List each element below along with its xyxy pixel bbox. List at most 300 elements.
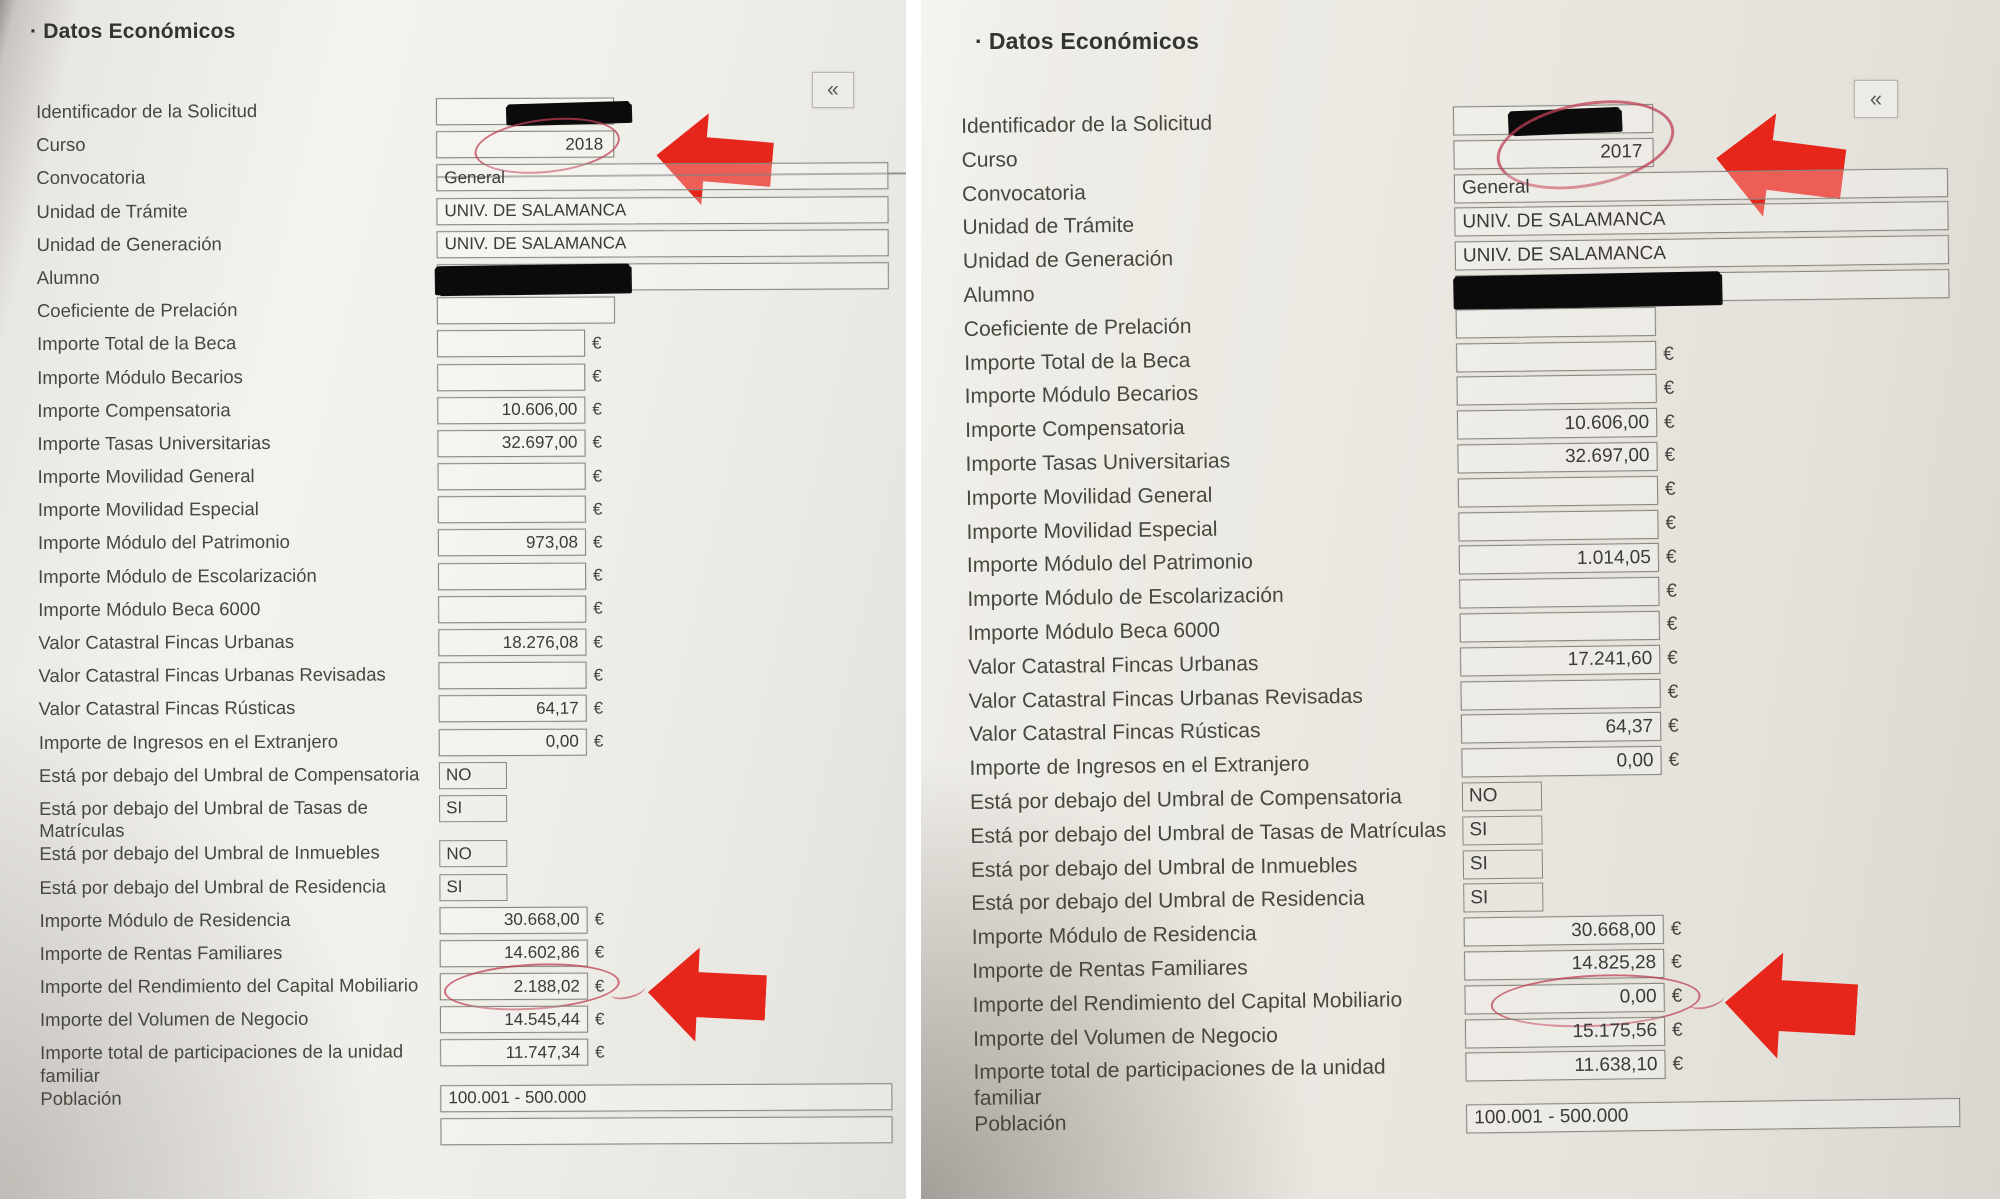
field-value: 64,37 [1605, 715, 1654, 738]
field-value: 2017 [1600, 141, 1643, 163]
field-label: Importe Módulo de Escolarización [967, 583, 1284, 612]
field-label: Importe del Rendimiento del Capital Mobiliario [972, 988, 1403, 1017]
field-label: Alumno [36, 266, 100, 288]
field-row [40, 971, 906, 1008]
field-input[interactable] [438, 595, 586, 623]
chevron-double-left-icon: « [827, 78, 839, 101]
euro-sign: € [1664, 445, 1676, 467]
euro-sign: € [594, 976, 605, 996]
field-input-area [439, 728, 604, 756]
field-row [38, 528, 906, 565]
euro-sign: € [594, 1009, 605, 1029]
field-row [38, 494, 906, 531]
field-input[interactable] [1457, 408, 1657, 440]
euro-sign: € [1665, 546, 1677, 568]
field-value: NO [1468, 785, 1498, 807]
field-input[interactable] [1463, 883, 1543, 913]
euro-sign: € [592, 466, 603, 486]
field-input[interactable] [440, 973, 588, 1001]
field-value: NO [445, 765, 472, 785]
field-label: Importe Módulo de Escolarización [38, 564, 317, 587]
field-row [40, 905, 906, 942]
field-label: Importe Módulo del Patrimonio [37, 531, 290, 554]
field-input[interactable] [440, 906, 588, 934]
field-input-area [436, 97, 614, 125]
field-value: 14.545,44 [504, 1009, 581, 1029]
field-input-area [1456, 374, 1674, 406]
field-input-area [438, 595, 603, 623]
field-input-area [436, 163, 888, 192]
field-input-area [438, 662, 603, 690]
chevron-double-left-icon: « [1869, 86, 1883, 111]
field-input[interactable] [439, 728, 587, 756]
field-label: Está por debajo del Umbral de Compensatoria [969, 785, 1403, 814]
field-value: 64,17 [536, 698, 579, 718]
field-input-area [437, 363, 602, 391]
field-input-area [439, 695, 604, 723]
fields-list [36, 96, 906, 1153]
field-label: Valor Catastral Fincas Urbanas [968, 651, 1259, 679]
title-bullet: · [975, 28, 983, 54]
field-row [37, 229, 906, 266]
field-input[interactable] [1459, 543, 1659, 575]
field-value: NO [446, 843, 472, 864]
field-input[interactable] [437, 297, 615, 325]
euro-sign: € [1666, 580, 1678, 602]
field-value: 11.747,34 [505, 1042, 581, 1062]
field-input[interactable] [1457, 442, 1657, 474]
field-input-area [439, 873, 507, 900]
field-label: Está por debajo del Umbral de Inmuebles [39, 841, 380, 865]
field-input[interactable] [440, 1039, 588, 1067]
field-input-area [440, 1006, 605, 1034]
field-value: 15.175,56 [1572, 1019, 1658, 1043]
field-input[interactable] [1460, 645, 1660, 677]
field-input-area [437, 429, 602, 457]
field-input[interactable] [1466, 1098, 1960, 1133]
field-label: Importe Módulo del Patrimonio [966, 550, 1254, 578]
field-label: Coeficiente de Prelación [36, 299, 238, 322]
field-label: Valor Catastral Fincas Urbanas [38, 630, 295, 653]
field-input[interactable] [1456, 374, 1656, 406]
euro-sign: € [593, 698, 604, 718]
field-input[interactable] [438, 496, 586, 524]
field-input-area [437, 297, 615, 325]
euro-sign: € [1668, 749, 1680, 771]
field-value: 32.697,00 [501, 433, 578, 453]
field-input-area [1455, 269, 1949, 304]
euro-sign: € [593, 665, 604, 685]
field-value: 0,00 [1616, 749, 1654, 772]
field-value: 100.001 - 500.000 [1474, 1105, 1629, 1129]
field-input-area [1456, 307, 1656, 339]
field-row [37, 262, 906, 299]
field-input[interactable] [1454, 168, 1948, 203]
page-title [975, 28, 1199, 55]
field-input[interactable] [438, 463, 586, 491]
field-input[interactable] [1461, 712, 1661, 744]
field-input-area [437, 330, 602, 358]
field-input-area [1456, 340, 1674, 372]
field-input-area [438, 529, 603, 557]
field-input-area [1463, 883, 1543, 913]
field-label: Importe Tasas Universitarias [37, 431, 271, 454]
form-page-2018 [0, 0, 906, 1199]
euro-sign: € [592, 432, 603, 452]
euro-sign: € [593, 731, 604, 751]
euro-sign: € [1665, 512, 1677, 534]
field-input-area [1466, 1098, 1960, 1133]
field-input[interactable] [440, 1116, 892, 1145]
field-label: Importe Movilidad Especial [966, 517, 1218, 544]
field-label: Población [974, 1111, 1067, 1136]
field-value: UNIV. DE SALAMANCA [444, 200, 627, 221]
field-input-area [439, 795, 507, 822]
field-label: Importe Movilidad General [965, 483, 1213, 510]
field-value: 10.606,00 [1564, 411, 1650, 434]
redaction-bar [1454, 271, 1720, 309]
field-value: UNIV. DE SALAMANCA [444, 233, 627, 254]
field-input[interactable] [437, 429, 585, 457]
annotation-connector-line [1687, 989, 1725, 1011]
field-label: Importe Total de la Beca [37, 332, 237, 355]
field-input[interactable] [1454, 201, 1948, 236]
field-row [40, 1038, 906, 1087]
euro-sign: € [1672, 1053, 1684, 1075]
field-label: Importe Módulo Becarios [964, 382, 1199, 409]
field-label: Importe total de participaciones de la unidad familiar [40, 1040, 404, 1086]
title-bullet: · [30, 20, 38, 43]
field-value: General [444, 167, 505, 188]
euro-sign: € [1663, 343, 1674, 365]
field-input-area [1458, 509, 1676, 541]
field-value: 11.638,10 [1574, 1053, 1658, 1076]
field-input-area [1455, 235, 1949, 270]
field-input-area [1462, 781, 1542, 811]
euro-sign: € [592, 499, 603, 519]
field-value: 10.606,00 [501, 399, 578, 420]
field-input-area [1465, 1050, 1683, 1082]
field-label: Está por debajo del Umbral de Tasas de Matrículas [39, 796, 368, 842]
euro-sign: € [593, 632, 603, 652]
field-input-area [440, 939, 605, 967]
field-row [37, 362, 906, 399]
euro-sign: € [1671, 1019, 1683, 1041]
field-label: Identificador de la Solicitud [36, 100, 258, 122]
page-title [30, 20, 235, 44]
field-input[interactable] [1462, 781, 1542, 811]
euro-sign: € [594, 909, 605, 929]
field-input[interactable] [1462, 815, 1542, 845]
field-input-area [440, 1039, 605, 1067]
field-input[interactable] [1455, 235, 1949, 270]
redaction-bar [507, 101, 631, 126]
field-input[interactable] [439, 695, 587, 723]
field-value: 32.697,00 [1564, 445, 1650, 468]
field-input-area [438, 496, 603, 524]
field-input-area [1463, 849, 1543, 879]
field-value: 100.001 - 500.000 [448, 1087, 587, 1108]
field-row [39, 793, 906, 842]
field-input-area [1454, 168, 1948, 203]
euro-sign: € [1670, 918, 1682, 940]
euro-sign: € [1667, 715, 1679, 737]
field-input[interactable] [1456, 340, 1656, 372]
field-input-area [1464, 915, 1682, 947]
field-input[interactable] [1465, 1016, 1665, 1048]
euro-sign: € [593, 565, 603, 585]
euro-sign: € [1663, 377, 1675, 399]
field-row [37, 395, 906, 432]
field-input[interactable] [1464, 915, 1664, 947]
field-value: 1.014,05 [1576, 546, 1652, 569]
redaction-bar [436, 263, 630, 295]
field-label: Importe de Rentas Familiares [39, 941, 283, 964]
field-label: Identificador de la Solicitud [961, 111, 1213, 138]
field-label: Importe Tasas Universitarias [965, 449, 1231, 476]
field-input[interactable] [1459, 577, 1659, 609]
field-input[interactable] [439, 840, 507, 867]
field-input-area [1454, 201, 1948, 236]
field-row [40, 1116, 906, 1153]
fields-list [961, 99, 2000, 1144]
field-input[interactable] [438, 529, 586, 557]
field-input[interactable] [439, 873, 507, 900]
field-value: 0,00 [1619, 986, 1657, 1008]
field-row [39, 760, 906, 797]
field-value: 30.668,00 [503, 909, 580, 930]
field-label: Unidad de Trámite [36, 199, 188, 222]
field-label: Está por debajo del Umbral de Tasas de Matrículas [970, 818, 1447, 848]
field-label: Importe Módulo de Residencia [971, 922, 1257, 950]
field-input-area [1462, 815, 1542, 845]
field-row [38, 660, 906, 697]
field-value: 2018 [565, 134, 604, 154]
field-label: Coeficiente de Prelación [963, 314, 1192, 341]
field-value: 973,08 [525, 532, 578, 552]
field-label: Convocatoria [36, 166, 146, 189]
page-title-text: Datos Económicos [43, 20, 236, 43]
field-label: Unidad de Generación [962, 247, 1174, 274]
field-row [39, 694, 906, 731]
field-label: Importe del Volumen de Negocio [39, 1008, 309, 1031]
field-input-area [437, 229, 889, 258]
field-input-area [440, 1083, 892, 1112]
field-input[interactable] [438, 562, 586, 590]
euro-sign: € [1667, 681, 1679, 703]
field-input-area [1460, 611, 1678, 643]
field-row [37, 295, 906, 332]
field-label: Importe de Rentas Familiares [972, 956, 1248, 983]
field-row [38, 561, 906, 598]
field-row [39, 872, 906, 909]
euro-sign: € [595, 1042, 605, 1062]
field-input-area [1453, 104, 1653, 136]
field-label: Importe de Ingresos en el Extranjero [38, 730, 339, 753]
field-value: General [1461, 176, 1530, 199]
field-value: UNIV. DE SALAMANCA [1462, 208, 1666, 233]
field-label: Está por debajo del Umbral de Residencia [39, 874, 387, 898]
field-value: 18.276,08 [502, 632, 579, 652]
redaction-bar [1509, 107, 1621, 136]
field-input[interactable] [437, 363, 585, 391]
field-row [36, 163, 906, 200]
field-input[interactable] [438, 662, 586, 690]
field-value: 14.825,28 [1571, 952, 1657, 975]
field-input-area [438, 562, 603, 590]
field-row [38, 594, 906, 631]
field-input[interactable] [437, 229, 889, 258]
field-label: Está por debajo del Umbral de Compensatoria [38, 763, 420, 786]
field-label: Unidad de Trámite [962, 214, 1135, 240]
field-input[interactable] [437, 262, 889, 291]
field-row [40, 1083, 906, 1120]
field-label: Importe del Volumen de Negocio [972, 1023, 1278, 1051]
euro-sign: € [1664, 478, 1676, 501]
field-value: 2.188,02 [513, 976, 580, 996]
field-label: Valor Catastral Fincas Urbanas Revisadas [38, 663, 386, 687]
field-input[interactable] [437, 330, 585, 358]
field-input-area [436, 131, 614, 159]
field-input[interactable] [1461, 746, 1661, 778]
field-input-area [440, 906, 605, 934]
field-input-area [1459, 577, 1677, 609]
field-row [36, 96, 906, 133]
field-input-area [437, 396, 602, 424]
field-value: SI [446, 877, 463, 897]
field-label: Convocatoria [961, 180, 1086, 206]
field-value: 17.241,60 [1567, 648, 1653, 671]
field-label: Curso [961, 148, 1018, 172]
field-input-area [1464, 949, 1682, 981]
field-input-area [437, 262, 889, 291]
field-label: Está por debajo del Umbral de Inmuebles [970, 853, 1358, 882]
field-row [37, 329, 906, 366]
form-page-2017 [921, 0, 2000, 1199]
field-row [38, 461, 906, 498]
field-input[interactable] [438, 629, 586, 657]
field-input-area [440, 1116, 892, 1145]
field-label: Valor Catastral Fincas Rústicas [38, 697, 296, 720]
euro-sign: € [1671, 985, 1683, 1007]
field-input-area [439, 840, 507, 867]
field-input[interactable] [436, 196, 888, 225]
field-label: Importe Compensatoria [965, 416, 1185, 443]
field-value: 14.602,86 [504, 943, 580, 963]
field-label: Alumno [963, 283, 1035, 307]
euro-sign: € [1663, 411, 1675, 433]
field-input[interactable] [1453, 138, 1653, 170]
field-label: Importe de Ingresos en el Extranjero [969, 752, 1310, 781]
field-input-area [436, 196, 888, 225]
field-label: Importe Movilidad Especial [37, 498, 259, 521]
euro-sign: € [1666, 614, 1678, 636]
field-value: SI [446, 798, 463, 818]
field-label: Importe del Rendimiento del Capital Mobiliario [39, 974, 419, 998]
euro-sign: € [592, 366, 602, 386]
field-input[interactable] [436, 97, 614, 125]
field-label: Importe Movilidad General [37, 465, 255, 488]
field-row [36, 196, 906, 233]
field-input-area [1457, 408, 1675, 440]
field-label: Importe total de participaciones de la unidad familiar [973, 1055, 1386, 1110]
field-input[interactable] [1453, 104, 1653, 136]
euro-sign: € [592, 399, 602, 419]
field-input[interactable] [1464, 949, 1664, 981]
euro-sign: € [594, 942, 605, 962]
field-row [40, 938, 906, 975]
field-input-area [1459, 543, 1677, 575]
field-input[interactable] [440, 939, 588, 967]
field-input[interactable] [439, 762, 507, 789]
field-label: Valor Catastral Fincas Rústicas [968, 719, 1261, 747]
field-value: UNIV. DE SALAMANCA [1462, 242, 1667, 267]
euro-sign: € [1671, 952, 1682, 974]
field-input-area [1461, 746, 1679, 778]
field-row [38, 627, 906, 664]
field-input[interactable] [1465, 1050, 1665, 1082]
field-input[interactable] [1460, 678, 1660, 710]
field-value: SI [1469, 853, 1488, 875]
field-value: SI [1469, 819, 1488, 841]
field-input-area [1457, 442, 1675, 474]
field-label: Importe Módulo Becarios [37, 365, 243, 388]
field-value: SI [1470, 886, 1489, 909]
field-input[interactable] [436, 131, 614, 159]
field-input[interactable] [1458, 509, 1658, 541]
field-input-area [1460, 678, 1678, 710]
field-label: Unidad de Generación [36, 232, 222, 255]
field-input-area [1453, 138, 1653, 170]
euro-sign: € [592, 333, 602, 353]
field-input[interactable] [440, 1006, 588, 1034]
field-input-area [438, 629, 603, 657]
field-input[interactable] [1460, 611, 1660, 643]
field-label: Importe Compensatoria [37, 398, 231, 421]
euro-sign: € [593, 598, 603, 618]
field-row [39, 839, 906, 876]
field-value: 0,00 [545, 731, 579, 751]
field-label: Importe Módulo de Residencia [39, 908, 291, 931]
field-label: Importe Módulo Beca 6000 [967, 618, 1221, 645]
field-row [40, 1004, 906, 1041]
euro-sign: € [1667, 647, 1678, 670]
field-input[interactable] [1464, 983, 1664, 1015]
field-input-area [439, 762, 507, 789]
field-label: Está por debajo del Umbral de Residencia [971, 887, 1365, 916]
field-input[interactable] [440, 1083, 892, 1112]
field-input[interactable] [1458, 476, 1658, 508]
field-input[interactable] [1455, 269, 1949, 304]
field-label: Población [40, 1087, 122, 1109]
field-label: Valor Catastral Fincas Urbanas Revisadas [968, 684, 1363, 713]
field-input[interactable] [1456, 307, 1656, 339]
field-input[interactable] [436, 163, 888, 192]
field-row [37, 428, 906, 465]
field-input-area [1464, 982, 1682, 1014]
field-value: 30.668,00 [1571, 918, 1656, 941]
field-input[interactable] [1463, 849, 1543, 879]
field-input-area [440, 973, 605, 1001]
field-input-area [1461, 712, 1679, 744]
field-input-area [438, 463, 603, 491]
field-label: Importe Módulo Beca 6000 [38, 597, 261, 620]
field-row [39, 727, 906, 764]
field-input[interactable] [437, 396, 585, 424]
field-input[interactable] [439, 795, 507, 822]
field-input-area [1460, 644, 1678, 676]
annotation-connector-line [609, 979, 647, 1001]
